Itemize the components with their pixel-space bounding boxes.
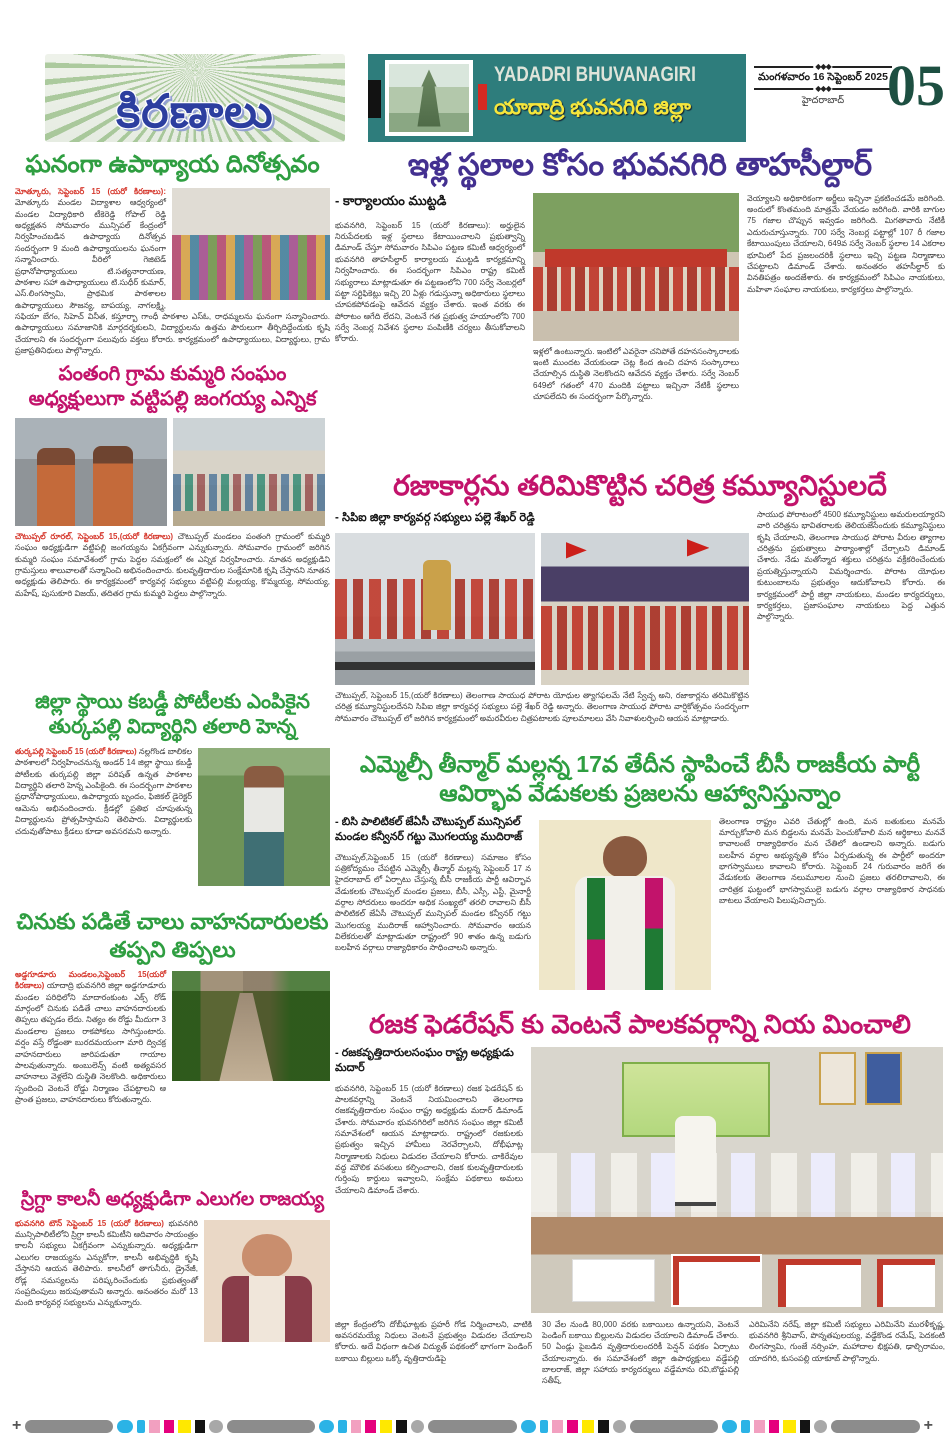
portrait-frame-ambedkar — [865, 1052, 902, 1105]
color-patch — [411, 1420, 424, 1433]
color-patch — [338, 1420, 347, 1433]
body-text: చౌటుప్పల్, సెప్టెంబర్ 15,(యరో కిరణాలు) తెలంగాణ సాయుధ పోరాట యోధుల త్యాగఫలమే నేటి స్వేచ్ఛ అని, రజాకార్లను తరిమికొట్టిన చరిత్ర కమ్యూనిస్టులదేనని సిపిఐ జిల్లా కార్యవర్గ సభ్యులు పల్లె శేఖర్ రెడ్డి అన్నారు. తెలంగాణ సాయుధ పోరాట వార్షికోత్సవం సందర్భంగా సోమవారం చౌటుప్పల్ లో జరిగిన కార్యక్రమంలో అమరవీరుల చిత్రపటాలకు పూలమాలలు వేసి నివాళులర్పించి ఆయన మాట్లాడారు. — [335, 691, 749, 723]
body: నల్లగొండ బాలికల పాఠశాలలో నిర్వహించనున్న అండర్ 14 జిల్లా స్థాయి కబడ్డీ పోటీలకు తుర్కపల్లి జిల్లా పరిషత్ ఉన్నత పాఠశాల విద్యార్థిని తలారి హెన్న ఎంపికైంది. ఈ సందర్భంగా పాఠశాల ప్రధానోపాధ్యాయులు, ఉపాధ్యాయ బృందం, ఫిజికల్ డైరెక్టర్ ఆమెను అభినందించారు. క్రీడల్లో ప్రతిభ చూపుతున్న విద్యార్థులను ప్రోత్సహిస్తామని తెలిపారు. విద్యార్థులకు చదువుతోపాటు క్రీడలు కూడా అవసరమని అన్నారు. — [15, 747, 192, 836]
color-patch — [319, 1420, 334, 1433]
subhead: - కార్యాలయం ముట్టడి — [335, 192, 447, 208]
color-patch — [137, 1420, 146, 1433]
district-band — [368, 54, 746, 142]
article-rajaka — [335, 1008, 945, 1387]
color-patch — [741, 1420, 750, 1433]
headline: రజక ఫెడరేషన్ కు వెంటనే పాలకవర్గాన్ని నియ మించాలి — [369, 1009, 911, 1039]
body-text — [15, 531, 330, 599]
article-razakar — [335, 468, 945, 724]
body: చౌటుప్పల్ మండలం పంతంగి గ్రామంలో కుమ్మరి సంఘం అధ్యక్షుడిగా వట్టిపల్లి జంగయ్యను ఏకగ్రీవంగా ఎన్నుకున్నారు. సోమవారం గ్రామంలో జరిగిన కుమ్మరి సంఘం సమావేశంలో గ్రామ పెద్దల సమక్షంలో ఈ ఎన్నిక నిర్వహించారు. నూతన అధ్యక్షుడిని గ్రామస్తులు శాలువాలతో సన్మానించి అభినందించారు. కులవృత్తిదారుల సంక్షేమానికి కృషి చేస్తానని నూతన అధ్యక్షుడు తెలిపారు. ఈ కార్యక్రమంలో కార్యవర్గ సభ్యులు వట్టిపల్లి మల్లయ్య, కొమ్మయ్య, సోమయ్య, మహేష్, పుసుకూరి విజయ్, తదితర గ్రామ కుమ్మరి పెద్దలు పాల్గొన్నారు. — [15, 532, 330, 598]
color-patch — [582, 1420, 594, 1433]
subhead: - రజకవృత్తిదారులసంఘం రాష్ట్ర అధ్యక్షుడు మదార్ — [335, 1046, 514, 1074]
trv-poster — [778, 1259, 860, 1307]
person-figure — [93, 446, 133, 526]
column-text: తెలంగాణ రాష్ట్రం ఎవరి చేతుల్లో ఉంది, మన బతుకులు మనమే మార్చుకోవాలి మన బిడ్డలను మనమే పెంచుకోవాలి మన ఆర్థికాలు మనవే కావాలంటే రాజ్యాధికారం మన చేతిలో ఉండాలని అన్నారు. బడుగు బలహీన వర్గాల అభ్యున్నతి కోసం ఏర్పడుతున్న ఈ పార్టీలో అందరూ భాగస్వాములు కావాలని కోరారు. సెప్టెంబర్ 24 గురువారం జరిగే ఈ వేడుకలకు తెలంగాణ నలుమూలల నుంచి ప్రజలు తరలిరావాలని, ఈ చారిత్రక ఘట్టంలో భాగస్వాములై బడుగు వర్గాల రాజ్యాధికార సాధనకు బాటలు వేయాలని పిలుపునిచ్చారు. — [719, 816, 945, 906]
body: యాదాద్రి భువనగిరి జిల్లా అడ్డగూడూరు మండల పరిధిలోని మాదారంకుంట ఎక్స్ రోడ్ మార్గంలో చినుకు పడితే చాలు వాహనదారులకు తిప్పలు తప్పడం లేదు. నిత్యం ఈ రోడ్డు మీదుగా 3 మండలాల ప్రజలు రాకపోకలు సాగిస్తుంటారు. వర్షం వస్తే రోడ్డంతా బురదమయంగా మారి ద్విచక్ర వాహనదారులు జారిపడుతూ గాయాల పాలవుతున్నారు. అంబులెన్స్ వంటి అత్యవసర వాహనాలు వెళ్లలేని దుస్థితి నెలకొంది. అధికారులు స్పందించి వెంటనే రోడ్డు నిర్మాణం చేపట్టాలని ఆ ప్రాంత ప్రజలు, వాహనదారులు కోరుతున్నారు. — [15, 981, 166, 1104]
column-text: ఎరిమినేని నరేష్, జిల్లా కమిటీ సభ్యులు ఎరిమినేని మురళీకృష్ణ, భువనగిరి శ్రీనివాస్, పొన్నతపులయ్య, వడ్డేకొండ రమేష్, పెదకంటి లింగస్వామి, గుంజే నర్సింహ, మహాదాల భిక్షపతి, ఢాల్చిరామం, యాదగిరి, కుసంపల్లి యాకూబ్ పాల్గొన్నారు. — [749, 1319, 945, 1363]
column-text: భువనగిరి, సెప్టెంబర్ 15 (యరో కిరణాలు): అర్హులైన నిరుపేదలకు ఇళ్ల స్థలాలు కేటాయించాలని ప్రభుత్వాన్ని డిమాండ్ చేస్తూ సోమవారం సిపిఎం పట్టణ కమిటీ ఆధ్వర్యంలో భువనగిరి తాహసీల్దార్ కార్యాలయ ముట్టడి కార్యక్రమాన్ని నిర్వహించారు. ఈ సందర్భంగా సిపిఎం రాష్ట్ర కమిటీ సభ్యురాలు మాట్లాడుతూ ఈ పట్టణంలోని 700 సర్వే నెంబర్లలో పట్టా సర్టిఫికెట్లు ఇచ్చి 20 ఏళ్లు గడుస్తున్నా అధికారులు స్థలాలు చూపకపోవడంపై ఆవేదన వ్యక్తం చేశారు. ఇంత వరకు ఈ పోరాటం ఆగేది లేదని, వెంటనే గత ప్రభుత్వ హయాంలోని 700 సర్వే నెంబర్ల నివేశన స్థలాల పంపిణీకి చర్యలు తీసుకోవాలని కోరారు. — [335, 220, 525, 344]
article-srigda — [15, 1188, 330, 1345]
ornament-diamonds: ◆◆◆ — [815, 84, 831, 93]
color-patch — [567, 1420, 578, 1433]
color-patch — [814, 1420, 827, 1433]
temple-photo — [385, 60, 473, 136]
masthead-title: కిరణాలు — [116, 85, 274, 137]
color-patch — [540, 1420, 549, 1433]
gray-bar — [227, 1420, 315, 1433]
subhead: - సిపిఐ జిల్లా కార్యవర్గ సభ్యులు పల్లె శేఖర్ రెడ్డి — [335, 512, 535, 524]
column-text: 30 వేల నుండి 80,000 వరకు బకాయిలు ఉన్నాయని, వెంటనే పెండింగ్ బకాయి బిల్లులను విడుదల చేయాలని డిమాండ్ చేశారు. 50 ఏండ్లు పైబడిన వృత్తిదారులందరికీ పెన్షన్ పథకం ఏర్పాటు చేయాలన్నారు. ఈ సమావేశంలో జిల్లా ఉపాధ్యక్షులు వడ్డేపల్లి బాలరాజ్, జిల్లా సహాయ కార్యదర్శులు వడ్డేమాను రవి,బొడ్డుపల్లి సతీష్, — [542, 1319, 739, 1386]
dateline: మోత్కూరు, సెప్టెంబర్ 15 (యరో కిరణాలు): — [15, 187, 166, 196]
color-patch — [164, 1420, 175, 1433]
headline: ఇళ్ల స్థలాల కోసం భువనగిరి తాహసీల్దార్ — [407, 147, 873, 182]
photo-mogalayya-portrait — [539, 820, 711, 990]
photo-stage-statue — [335, 533, 535, 685]
headline: చినుకు పడితే చాలు వాహనదారులకు తప్పని తిప్పలు — [16, 909, 329, 962]
dateline: తుర్కపల్లి సెప్టెంబర్ 15 (యరో కిరణాలు) — [15, 747, 137, 756]
person-figure — [244, 766, 284, 886]
article-road — [15, 908, 330, 1105]
color-patch — [149, 1420, 160, 1433]
scarf-left — [587, 878, 605, 990]
column-text: భువనగిరి, సెప్టెంబర్ 15 (యరో కిరణాలు) రజక ఫెడరేషన్ కు పాలకవర్గాన్ని వెంటనే నియమించాలని తెలంగాణ రజకవృత్తిదారుల సంఘం రాష్ట్ర అధ్యక్షుడు మదార్ డిమాండ్ చేశారు. సోమవారం భువనగిరిలో జరిగిన సంఘం జిల్లా కమిటీ సమావేశంలో ఆయన మాట్లాడారు. రాష్ట్రంలో రజకులకు ప్రభుత్వం ఇచ్చిన హామీలు నెరవేర్చాలని, దోభీఘాట్ల నిర్మాణాలకు నిధులు విడుదల చేయాలని కోరారు. చాకిరేవుల వద్ద మౌలిక వసతులు కల్పించాలని, రజక కులవృత్తిదారులకు గుర్తింపు కార్డులు ఇవ్వాలని, సంక్షేమ పథకాలు అమలు చేయాలని డిమాండ్ చేశారు. — [335, 1083, 523, 1195]
headline: జిల్లా స్థాయి కబడ్డీ పోటీలకు ఎంపికైన తుర్కపల్లి విద్యార్థిని తలారి హెన్న — [35, 691, 310, 738]
seated-figures — [531, 1153, 943, 1217]
band-black-tab — [368, 80, 381, 118]
headline: రజాకార్లను తరిమికొట్టిన చరిత్ర కమ్యూనిస్టులదే — [393, 470, 887, 501]
edition-date: మంగళవారం 16 సెప్టెంబర్ 2025 — [758, 71, 888, 83]
district-name-te: యాదాద్రి భువనగిరి జిల్లా — [494, 96, 691, 119]
ornament-diamonds: ◆◆◆ — [815, 62, 831, 71]
body: భువనగిరి మున్సిపాలిటీలోని స్రిగ్దా కాలనీ కమిటీని ఆదివారం సాయంత్రం కాలనీ సభ్యులు ఏకగ్రీవంగా ఎన్నుకున్నారు. అధ్యక్షుడిగా ఎలుగల రాజయ్యను ఎన్నుకోగా, కాలనీ అభివృద్ధికి కృషి చేస్తానని ఆయన తెలిపారు. కాలనీలో తాగునీరు, డ్రైనేజీ, రోడ్ల సమస్యలను పరిష్కరించేందుకు ప్రభుత్వంతో సంప్రదింపులు జరుపుతామని అన్నారు. అనంతరం మరో 13 మంది కార్యవర్గ సభ్యులను ఎన్నుకున్నారు. — [15, 1218, 198, 1308]
masthead — [45, 54, 345, 142]
color-patch — [722, 1420, 737, 1433]
column-text: ఇళ్లలో ఉంటున్నారు. ఇంటిలో ఎవరైనా చనిపోతే దహనసంస్కారాలకు ఇంటి ముందట వేయకుండా చెట్ల కింద ఉంచి దహన సంస్కారాలు చేయాల్సిన దుస్థితి నెలకొందని ఆవేదన వ్యక్తం చేశారు. సర్వే నెంబర్ 649లో గతంలో 470 మందికి పట్టాలు ఇచ్చినా నేటికీ స్థలాలు చూపలేదని ఈ సందర్భంగా పేర్కొన్నారు. — [533, 346, 739, 402]
headline: పంతంగి గ్రామ కుమ్మరి సంఘం అధ్యక్షులుగా వట్టిపల్లి జంగయ్య ఎన్నిక — [28, 363, 317, 410]
dateline: అడ్డగూడూరు మండలం,సెప్టెంబర్ 15(యరో కిరణాలు) — [15, 970, 166, 991]
color-patch — [598, 1420, 609, 1433]
district-name-en: YADADRI BHUVANAGIRI — [494, 63, 696, 86]
photo-red-flags-group — [541, 533, 749, 685]
article-teenmar — [335, 750, 945, 990]
page-number: 05 — [887, 53, 945, 118]
face-shape — [242, 1234, 292, 1278]
person-figure — [222, 1276, 312, 1342]
portrait-frame-gandhi — [819, 1052, 856, 1105]
article-teachers-day — [15, 150, 330, 356]
red-flag — [566, 542, 587, 588]
road-shape — [219, 993, 273, 1081]
photo-village-group — [173, 418, 325, 526]
ornament-rule-top — [754, 62, 892, 71]
gray-bar — [25, 1420, 113, 1433]
dateline: చౌటుప్పల్ రూరల్, సెప్టెంబర్ 15,(యరో కిరణాలు) — [15, 532, 174, 541]
color-patch — [769, 1420, 780, 1433]
photo-two-men-scarves — [15, 418, 167, 526]
crop-mark-right: + — [923, 1417, 933, 1434]
photo-cpm-protest — [533, 193, 739, 341]
trv-poster — [671, 1254, 762, 1307]
article-kabaddi — [15, 690, 330, 889]
column-text: వెయ్యాలని అధికారికంగా అర్జీలు ఇచ్చినా ప్రకటించడమే జరిగింది. అందులో కొంతమంది మాత్రమే వేయడం జరిగింది. వారికి బాగుల 75 గజాల చొప్పున ఇవ్వడం జరిగింది. మిగతావారు నేటికీ ఎదురుచూస్తున్నారు. 700 సర్వే నెంబర్ల పట్టాల్లో 107 రీ గజాల కేటాయింపులు చేయాలని, 649వ సర్వే నెంబర్ స్థలాల 14 ఎకరాల భూమిలో పేద ప్రజలందరికీ స్థలాలు ఇచ్చి పట్టణ నిర్మాణాలు చేపట్టాలని డిమాండ్ చేశారు. అనంతరం తహసీల్దార్ కు వినతిపత్రం అందజేశారు. ఈ కార్యక్రమంలో సిపిఎం నాయకులు, మహిళా సంఘాల నాయకులు, కార్యకర్తలు పాల్గొన్నారు. — [747, 193, 945, 294]
gray-bar — [630, 1420, 718, 1433]
face-shape — [603, 836, 647, 878]
color-patch — [552, 1420, 563, 1433]
color-patch — [351, 1420, 362, 1433]
ornament-rule-bottom — [754, 84, 892, 93]
article-pantangi — [15, 362, 330, 599]
scarf-right — [645, 878, 663, 990]
photo-muddy-road — [172, 971, 330, 1081]
garlanded-statue — [423, 560, 451, 630]
edition-city: హైదరాబాద్ — [801, 95, 845, 106]
article-tahsildar — [335, 146, 945, 403]
photo-rajaka-meeting — [531, 1047, 943, 1313]
registration-strip — [12, 1418, 933, 1434]
crowd-figures — [173, 474, 325, 511]
subhead: - బిసి పాలిటికల్ జేఏసీ చౌటుప్పల్ మున్సిపల్ మండల కన్వీనర్ గట్టు మొగలయ్య ముదిరాజ్ — [335, 815, 523, 843]
gray-bar — [428, 1420, 516, 1433]
body: మోత్కూరు మండల విద్యాశాల ఆధ్వర్యంలో మండల విద్యాధికారి టీకెరెడ్డి గోపాల్ రెడ్డి అధ్యక్షతన సోమవారం మున్సిపల్ కేంద్రంలో నిర్వహించబడిన ఉపాధ్యాయ దినోత్సవ సందర్భంగా 9 మంది ఉపాధ్యాయులను ఘనంగా సన్మానించారు. వీరిలో గెజిటెడ్ ప్రధానోపాధ్యాయులు టి.సత్యనారాయణ, పాఠశాల సహా ఉపాధ్యాయులు టి.సుధీర్ కుమార్, ఎస్.లింగస్వామి, ప్రాథమిక పాఠశాలల ఉపాధ్యాయులు సౌజన్య, బాపయ్య, నాగలక్ష్మి, సఫియా బేగం, సిహెచ్ వినీత, కస్తూర్బా గాంధీ పాఠశాల ఎస్ఓ, రాధమ్మలను ఘనంగా సన్మానించారు. ఉపాధ్యాయులు సమాజానికి మార్గదర్శకులని, విద్యార్థులను ఉత్తమ పౌరులుగా తీర్చిదిద్దేందుకు కృషి చేయాలని ఈ సందర్భంగా పలువురు వక్తలు కోరారు. కార్యక్రమంలో ఉపాధ్యాయులు, విద్యార్థులు, గ్రామ ప్రజాప్రతినిధులు పాల్గొన్నారు. — [15, 198, 330, 356]
crowd-figures — [533, 267, 739, 311]
color-patch — [380, 1420, 392, 1433]
stage-railing — [335, 662, 535, 670]
headline: ఘనంగా ఉపాధ్యాయ దినోత్సవం — [25, 151, 320, 178]
protest-banner — [545, 249, 726, 267]
trv-poster — [877, 1259, 935, 1307]
photo-student-girl — [198, 748, 330, 886]
color-patch — [613, 1420, 626, 1433]
color-patch — [783, 1420, 795, 1433]
column-text: చౌటుప్పల్,సెప్టెంబర్ 15 (యరో కిరణాలు) సమాజం కోసం పత్రికోద్యమం చేపట్టిన ఎమ్మెల్సీ తీన్మార్ మల్లన్న సెప్టెంబర్ 17 న హైదరాబాద్ లో ఏర్పాటు చేస్తున్న బీసీ రాజకీయ పార్టీ ఆవిర్భావ వేడుకలకు చౌటుప్పల్ మండల ప్రజలు, బీసీ, ఎస్సీ, ఎస్టీ, మైనార్టీ వర్గాల సోదరులు అందరూ అధిక సంఖ్యలో తరలి రావాలని బీసీ పొలిటికల్ జేఏసీ చౌటుప్పల్ మున్సిపల్ మండల కన్వీనర్ గట్టు మొగలయ్య ముదిరాజ్ ఆహ్వానించారు. సోమవారం ఆయన విలేకరులతో మాట్లాడుతూ రాష్ట్రంలో 90 శాతం ఉన్న బడుగు బలహీన వర్గాలు రాజ్యాధికారం సాధించాలని అన్నారు. — [335, 852, 531, 953]
photo-teachers-group — [172, 188, 330, 300]
temple-gopuram-shape — [416, 69, 442, 126]
color-patch — [178, 1420, 190, 1433]
date-box — [750, 54, 945, 142]
headline: స్రిగ్దా కాలనీ అధ్యక్షుడిగా ఎలుగల రాజయ్య — [20, 1189, 325, 1210]
person-figure — [37, 448, 75, 526]
color-patch — [365, 1420, 376, 1433]
column-text: జిల్లా కేంద్రంలోని దోబీఘాట్లకు ప్రహరీ గోడ నిర్మించాలని, వాటికి అవసరమయ్యే నిధులు వెంటనే ప్రభుత్వం విడుదల చేయాలని కోరారు. అదే విధంగా ఉచిత విద్యుత్ పథకంలో భాగంగా పెండింగ్ బకాయి బిల్లులు ఒక్కో వృత్తిదారుడిపై — [335, 1319, 532, 1363]
color-patch — [754, 1420, 765, 1433]
color-patch — [195, 1420, 206, 1433]
trv-poster — [572, 1259, 654, 1302]
color-patch — [117, 1420, 132, 1433]
crop-mark-left: + — [12, 1417, 22, 1434]
dateline: భువనగిరి టౌన్ సెప్టెంబర్ 15 (యరో కిరణాలు) — [15, 1218, 164, 1228]
gray-bar — [831, 1420, 919, 1433]
speaker-figure — [675, 1116, 716, 1206]
temple-image — [389, 64, 469, 132]
crowd-figures — [541, 606, 749, 670]
color-patch — [800, 1420, 811, 1433]
color-patch — [396, 1420, 407, 1433]
crowd-figures — [172, 235, 330, 300]
red-flag — [687, 539, 710, 588]
band-red-tab — [478, 84, 487, 110]
column-text: సాయుధ పోరాటంలో 4500 కమ్యూనిస్టులు అమరులయ్యారని వారి చరిత్రను భావితరాలకు తెలియజేసేందుకు కమ్యూనిస్టులు కృషి చేయాలని, తెలంగాణ సాయుధ పోరాట వీరుల త్యాగాల చరిత్రను ప్రభుత్వాలు పాఠ్యాంశాల్లో చేర్చాలని డిమాండ్ చేశారు. నేడు మతోన్మాద శక్తులు చరిత్రను వక్రీకరించేందుకు ప్రయత్నిస్తున్నాయని విమర్శించారు. పోరాట యోధుల కుటుంబాలను ప్రభుత్వం ఆదుకోవాలని కోరారు. ఈ కార్యక్రమంలో పార్టీ జిల్లా నాయకులు, మండల కార్యదర్శులు, కార్యకర్తలు, ప్రజాసంఘాల నాయకులు పెద్ద ఎత్తున పాల్గొన్నారు. — [757, 510, 945, 622]
color-patch — [209, 1420, 222, 1433]
photo-rajayya-portrait — [204, 1220, 330, 1342]
color-patch — [521, 1420, 536, 1433]
headline: ఎమ్మెల్సీ తీన్మార్ మల్లన్న 17వ తేదీన స్థాపించే బీసీ రాజకీయ పార్టీ ఆవిర్భావ వేడుకలకు ప్రజలను ఆహ్వానిస్తున్నాం — [359, 751, 921, 806]
